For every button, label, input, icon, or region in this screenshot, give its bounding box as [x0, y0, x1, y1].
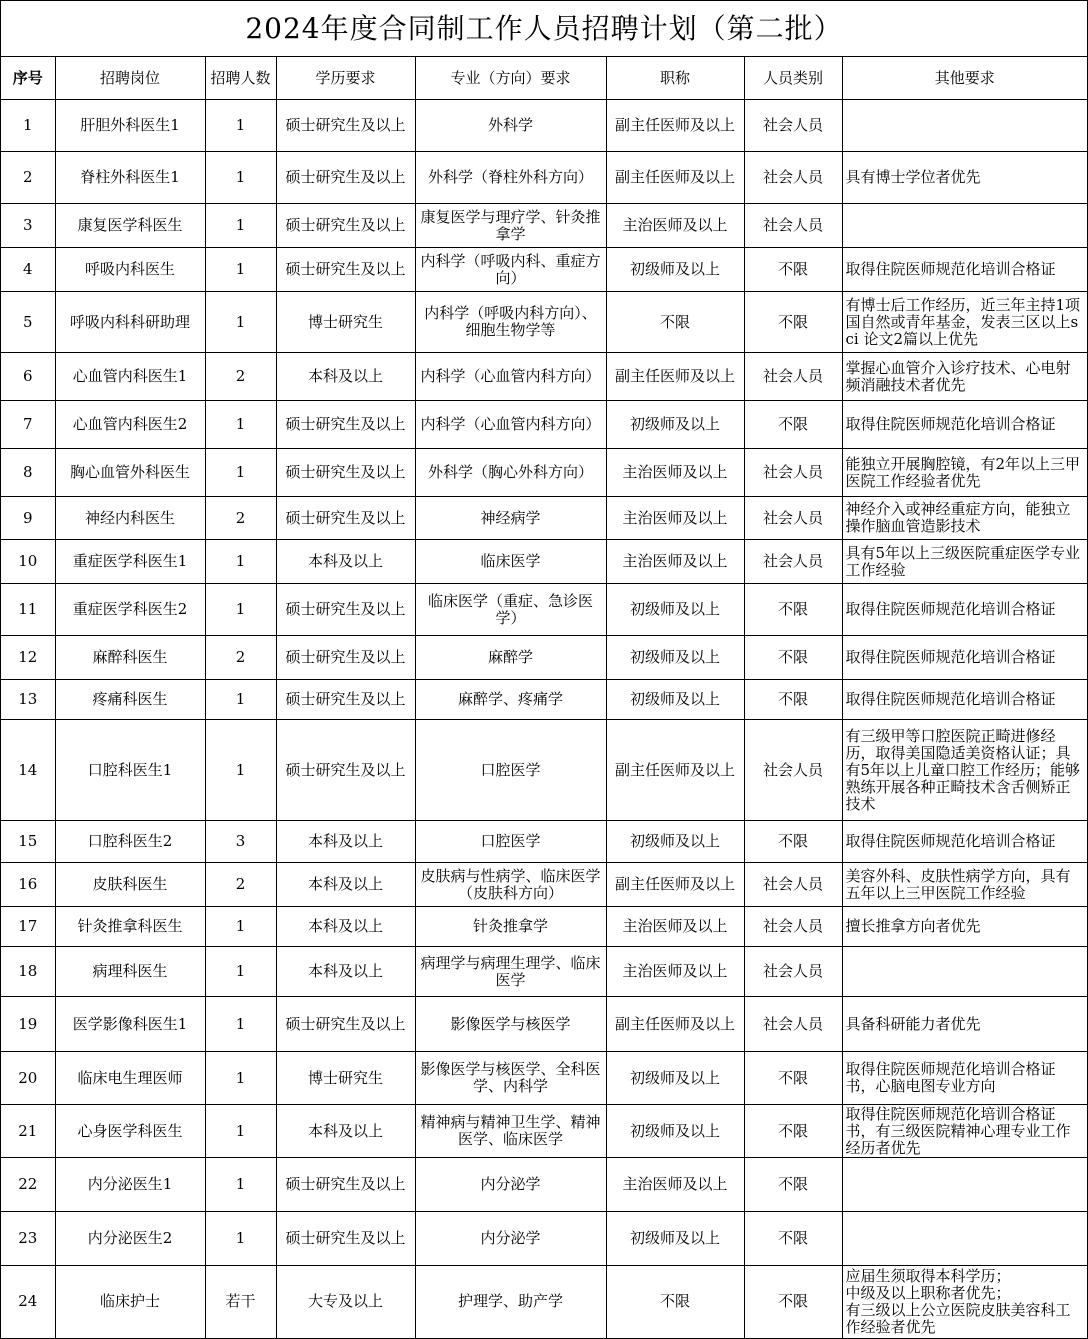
position-cell: 内分泌医生2 [55, 1212, 205, 1266]
table-row [1, 540, 1087, 584]
title-cell: 副主任医师及以上 [606, 997, 744, 1052]
title-cell: 副主任医师及以上 [606, 100, 744, 152]
row-number: 8 [1, 449, 55, 497]
major-cell: 精神病与精神卫生学、精神医学、临床医学 [415, 1105, 606, 1158]
major-cell: 护理学、助产学 [415, 1266, 606, 1338]
category-cell: 不限 [744, 1212, 842, 1266]
table-row [1, 907, 1087, 947]
position-cell: 呼吸内科科研助理 [55, 292, 205, 353]
table-row [1, 292, 1087, 353]
position-cell: 呼吸内科医生 [55, 248, 205, 292]
table-row [1, 353, 1087, 401]
table-row [1, 497, 1087, 540]
major-cell: 针灸推拿学 [415, 907, 606, 947]
education-cell: 硕士研究生及以上 [276, 100, 415, 152]
major-cell: 临床医学（重症、急诊医学） [415, 584, 606, 636]
position-cell: 康复医学科医生 [55, 204, 205, 248]
education-cell: 硕士研究生及以上 [276, 636, 415, 680]
title-cell: 主治医师及以上 [606, 497, 744, 540]
row-number: 15 [1, 821, 55, 863]
header-row [1, 57, 1087, 100]
row-number: 5 [1, 292, 55, 353]
category-cell: 不限 [744, 1266, 842, 1338]
other-requirements-cell [842, 204, 1087, 248]
category-cell: 不限 [744, 821, 842, 863]
title-cell: 初级师及以上 [606, 1105, 744, 1158]
row-number: 2 [1, 152, 55, 204]
position-cell: 针灸推拿科医生 [55, 907, 205, 947]
other-requirements-cell: 具有5年以上三级医院重症医学专业工作经验 [842, 540, 1087, 584]
count-cell: 1 [205, 100, 276, 152]
table-row [1, 152, 1087, 204]
major-cell: 外科学（胸心外科方向） [415, 449, 606, 497]
major-cell: 康复医学与理疗学、针灸推拿学 [415, 204, 606, 248]
major-cell: 影像医学与核医学、全科医学、内科学 [415, 1052, 606, 1105]
row-number: 23 [1, 1212, 55, 1266]
other-requirements-cell: 取得住院医师规范化培训合格证 [842, 636, 1087, 680]
other-requirements-cell: 有三级甲等口腔医院正畸进修经历，取得美国隐适美资格认证；具有5年以上儿童口腔工作经历；能够熟练开展各种正畸技术含舌侧矫正技术 [842, 720, 1087, 821]
table-row [1, 401, 1087, 449]
other-requirements-cell: 取得住院医师规范化培训合格证 [842, 821, 1087, 863]
education-cell: 硕士研究生及以上 [276, 1158, 415, 1212]
table-row [1, 1266, 1087, 1338]
other-requirements-cell: 神经介入或神经重症方向，能独立操作脑血管造影技术 [842, 497, 1087, 540]
education-cell: 本科及以上 [276, 1105, 415, 1158]
title-cell: 主治医师及以上 [606, 204, 744, 248]
table-row [1, 449, 1087, 497]
row-number: 14 [1, 720, 55, 821]
row-number: 9 [1, 497, 55, 540]
table-row [1, 1212, 1087, 1266]
category-cell: 不限 [744, 584, 842, 636]
major-cell: 内科学（心血管内科方向） [415, 353, 606, 401]
count-cell: 1 [205, 680, 276, 720]
row-number: 20 [1, 1052, 55, 1105]
education-cell: 硕士研究生及以上 [276, 401, 415, 449]
other-requirements-cell: 取得住院医师规范化培训合格证书，心脑电图专业方向 [842, 1052, 1087, 1105]
row-number: 12 [1, 636, 55, 680]
category-cell: 不限 [744, 1158, 842, 1212]
position-cell: 神经内科医生 [55, 497, 205, 540]
table-row [1, 821, 1087, 863]
major-cell: 外科学（脊柱外科方向） [415, 152, 606, 204]
category-cell: 社会人员 [744, 907, 842, 947]
count-cell: 1 [205, 204, 276, 248]
position-cell: 口腔科医生2 [55, 821, 205, 863]
education-cell: 硕士研究生及以上 [276, 1212, 415, 1266]
title-cell: 初级师及以上 [606, 680, 744, 720]
header-no: 序号 [1, 57, 55, 100]
count-cell: 1 [205, 1212, 276, 1266]
education-cell: 博士研究生 [276, 292, 415, 353]
header-position: 招聘岗位 [55, 57, 205, 100]
row-number: 24 [1, 1266, 55, 1338]
position-cell: 内分泌医生1 [55, 1158, 205, 1212]
major-cell: 内科学（呼吸内科方向）、细胞生物学等 [415, 292, 606, 353]
major-cell: 麻醉学 [415, 636, 606, 680]
row-number: 4 [1, 248, 55, 292]
row-number: 7 [1, 401, 55, 449]
position-cell: 重症医学科医生1 [55, 540, 205, 584]
count-cell: 1 [205, 907, 276, 947]
category-cell: 社会人员 [744, 204, 842, 248]
position-cell: 医学影像科医生1 [55, 997, 205, 1052]
category-cell: 社会人员 [744, 152, 842, 204]
education-cell: 硕士研究生及以上 [276, 680, 415, 720]
count-cell: 1 [205, 1105, 276, 1158]
title-cell: 副主任医师及以上 [606, 152, 744, 204]
category-cell: 社会人员 [744, 863, 842, 907]
table-row [1, 636, 1087, 680]
education-cell: 本科及以上 [276, 540, 415, 584]
position-cell: 麻醉科医生 [55, 636, 205, 680]
major-cell: 临床医学 [415, 540, 606, 584]
education-cell: 博士研究生 [276, 1052, 415, 1105]
major-cell: 外科学 [415, 100, 606, 152]
category-cell: 社会人员 [744, 449, 842, 497]
count-cell: 1 [205, 584, 276, 636]
other-requirements-cell: 具有博士学位者优先 [842, 152, 1087, 204]
table-row [1, 997, 1087, 1052]
row-number: 6 [1, 353, 55, 401]
category-cell: 不限 [744, 292, 842, 353]
count-cell: 1 [205, 292, 276, 353]
category-cell: 社会人员 [744, 100, 842, 152]
table-row [1, 1158, 1087, 1212]
title-cell: 副主任医师及以上 [606, 720, 744, 821]
count-cell: 1 [205, 152, 276, 204]
major-cell: 皮肤病与性病学、临床医学（皮肤科方向） [415, 863, 606, 907]
title-cell: 主治医师及以上 [606, 907, 744, 947]
header-title: 职称 [606, 57, 744, 100]
count-cell: 2 [205, 636, 276, 680]
education-cell: 本科及以上 [276, 821, 415, 863]
category-cell: 不限 [744, 1105, 842, 1158]
other-requirements-cell [842, 1212, 1087, 1266]
row-number: 3 [1, 204, 55, 248]
table-row [1, 1105, 1087, 1158]
title-cell: 副主任医师及以上 [606, 863, 744, 907]
title-cell: 主治医师及以上 [606, 1158, 744, 1212]
count-cell: 1 [205, 449, 276, 497]
education-cell: 本科及以上 [276, 907, 415, 947]
count-cell: 1 [205, 248, 276, 292]
major-cell: 口腔医学 [415, 821, 606, 863]
other-requirements-cell: 掌握心血管介入诊疗技术、心电射频消融技术者优先 [842, 353, 1087, 401]
major-cell: 神经病学 [415, 497, 606, 540]
count-cell: 2 [205, 353, 276, 401]
position-cell: 脊柱外科医生1 [55, 152, 205, 204]
other-requirements-cell: 取得住院医师规范化培训合格证 [842, 680, 1087, 720]
position-cell: 临床电生理医师 [55, 1052, 205, 1105]
other-requirements-cell: 擅长推拿方向者优先 [842, 907, 1087, 947]
major-cell: 内科学（呼吸内科、重症方向） [415, 248, 606, 292]
other-requirements-cell: 具备科研能力者优先 [842, 997, 1087, 1052]
title-cell: 主治医师及以上 [606, 449, 744, 497]
row-number: 22 [1, 1158, 55, 1212]
table-row [1, 584, 1087, 636]
table-row [1, 720, 1087, 821]
category-cell: 不限 [744, 636, 842, 680]
category-cell: 社会人员 [744, 353, 842, 401]
position-cell: 疼痛科医生 [55, 680, 205, 720]
major-cell: 内科学（心血管内科方向） [415, 401, 606, 449]
category-cell: 社会人员 [744, 997, 842, 1052]
title-cell: 初级师及以上 [606, 821, 744, 863]
count-cell: 1 [205, 1052, 276, 1105]
table-row [1, 863, 1087, 907]
education-cell: 硕士研究生及以上 [276, 997, 415, 1052]
title-cell: 初级师及以上 [606, 636, 744, 680]
row-number: 11 [1, 584, 55, 636]
education-cell: 硕士研究生及以上 [276, 449, 415, 497]
education-cell: 大专及以上 [276, 1266, 415, 1338]
other-requirements-cell: 取得住院医师规范化培训合格证书，有三级医院精神心理专业工作经历者优先 [842, 1105, 1087, 1158]
major-cell: 麻醉学、疼痛学 [415, 680, 606, 720]
position-cell: 心血管内科医生2 [55, 401, 205, 449]
header-other: 其他要求 [842, 57, 1087, 100]
recruitment-table [1, 57, 1087, 1338]
title-cell: 不限 [606, 292, 744, 353]
table-row [1, 100, 1087, 152]
title-cell: 初级师及以上 [606, 401, 744, 449]
row-number: 18 [1, 947, 55, 997]
title-cell: 主治医师及以上 [606, 947, 744, 997]
count-cell: 2 [205, 863, 276, 907]
table-row [1, 680, 1087, 720]
row-number: 10 [1, 540, 55, 584]
position-cell: 皮肤科医生 [55, 863, 205, 907]
major-cell: 内分泌学 [415, 1212, 606, 1266]
category-cell: 不限 [744, 680, 842, 720]
count-cell: 若干 [205, 1266, 276, 1338]
other-requirements-cell: 有博士后工作经历，近三年主持1项国自然或青年基金，发表三区以上sci 论文2篇以上优先 [842, 292, 1087, 353]
count-cell: 2 [205, 497, 276, 540]
table-row [1, 947, 1087, 997]
category-cell: 社会人员 [744, 720, 842, 821]
table-row [1, 1052, 1087, 1105]
major-cell: 口腔医学 [415, 720, 606, 821]
header-education: 学历要求 [276, 57, 415, 100]
count-cell: 3 [205, 821, 276, 863]
category-cell: 不限 [744, 1052, 842, 1105]
education-cell: 硕士研究生及以上 [276, 584, 415, 636]
count-cell: 1 [205, 540, 276, 584]
position-cell: 肝胆外科医生1 [55, 100, 205, 152]
education-cell: 硕士研究生及以上 [276, 152, 415, 204]
education-cell: 本科及以上 [276, 863, 415, 907]
row-number: 13 [1, 680, 55, 720]
table-row [1, 248, 1087, 292]
other-requirements-cell [842, 947, 1087, 997]
education-cell: 硕士研究生及以上 [276, 497, 415, 540]
title-cell: 副主任医师及以上 [606, 353, 744, 401]
title-cell: 初级师及以上 [606, 248, 744, 292]
education-cell: 硕士研究生及以上 [276, 248, 415, 292]
title-cell: 初级师及以上 [606, 1052, 744, 1105]
row-number: 19 [1, 997, 55, 1052]
position-cell: 心血管内科医生1 [55, 353, 205, 401]
page-title: 2024年度合同制工作人员招聘计划（第二批） [1, 1, 1087, 57]
row-number: 17 [1, 907, 55, 947]
table-row [1, 204, 1087, 248]
category-cell: 不限 [744, 401, 842, 449]
header-major: 专业（方向）要求 [415, 57, 606, 100]
count-cell: 1 [205, 1158, 276, 1212]
other-requirements-cell: 美容外科、皮肤性病学方向，具有五年以上三甲医院工作经验 [842, 863, 1087, 907]
count-cell: 1 [205, 947, 276, 997]
count-cell: 1 [205, 401, 276, 449]
other-requirements-cell: 取得住院医师规范化培训合格证 [842, 248, 1087, 292]
education-cell: 本科及以上 [276, 947, 415, 997]
other-requirements-cell [842, 1158, 1087, 1212]
category-cell: 社会人员 [744, 540, 842, 584]
major-cell: 影像医学与核医学 [415, 997, 606, 1052]
header-count: 招聘人数 [205, 57, 276, 100]
other-requirements-cell [842, 100, 1087, 152]
category-cell: 不限 [744, 248, 842, 292]
position-cell: 胸心血管外科医生 [55, 449, 205, 497]
education-cell: 硕士研究生及以上 [276, 720, 415, 821]
education-cell: 硕士研究生及以上 [276, 204, 415, 248]
position-cell: 临床护士 [55, 1266, 205, 1338]
major-cell: 病理学与病理生理学、临床医学 [415, 947, 606, 997]
education-cell: 本科及以上 [276, 353, 415, 401]
title-cell: 不限 [606, 1266, 744, 1338]
other-requirements-cell: 能独立开展胸腔镜，有2年以上三甲医院工作经验者优先 [842, 449, 1087, 497]
category-cell: 社会人员 [744, 497, 842, 540]
position-cell: 口腔科医生1 [55, 720, 205, 821]
row-number: 21 [1, 1105, 55, 1158]
row-number: 16 [1, 863, 55, 907]
header-category: 人员类别 [744, 57, 842, 100]
count-cell: 1 [205, 997, 276, 1052]
position-cell: 病理科医生 [55, 947, 205, 997]
other-requirements-cell: 取得住院医师规范化培训合格证 [842, 401, 1087, 449]
category-cell: 社会人员 [744, 947, 842, 997]
row-number: 1 [1, 100, 55, 152]
other-requirements-cell: 应届生须取得本科学历； 中级及以上职称者优先； 有三级以上公立医院皮肤美容科工作经验者优先 [842, 1266, 1087, 1338]
count-cell: 1 [205, 720, 276, 821]
major-cell: 内分泌学 [415, 1158, 606, 1212]
other-requirements-cell: 取得住院医师规范化培训合格证 [842, 584, 1087, 636]
title-cell: 初级师及以上 [606, 584, 744, 636]
position-cell: 重症医学科医生2 [55, 584, 205, 636]
position-cell: 心身医学科医生 [55, 1105, 205, 1158]
title-cell: 初级师及以上 [606, 1212, 744, 1266]
title-cell: 主治医师及以上 [606, 540, 744, 584]
